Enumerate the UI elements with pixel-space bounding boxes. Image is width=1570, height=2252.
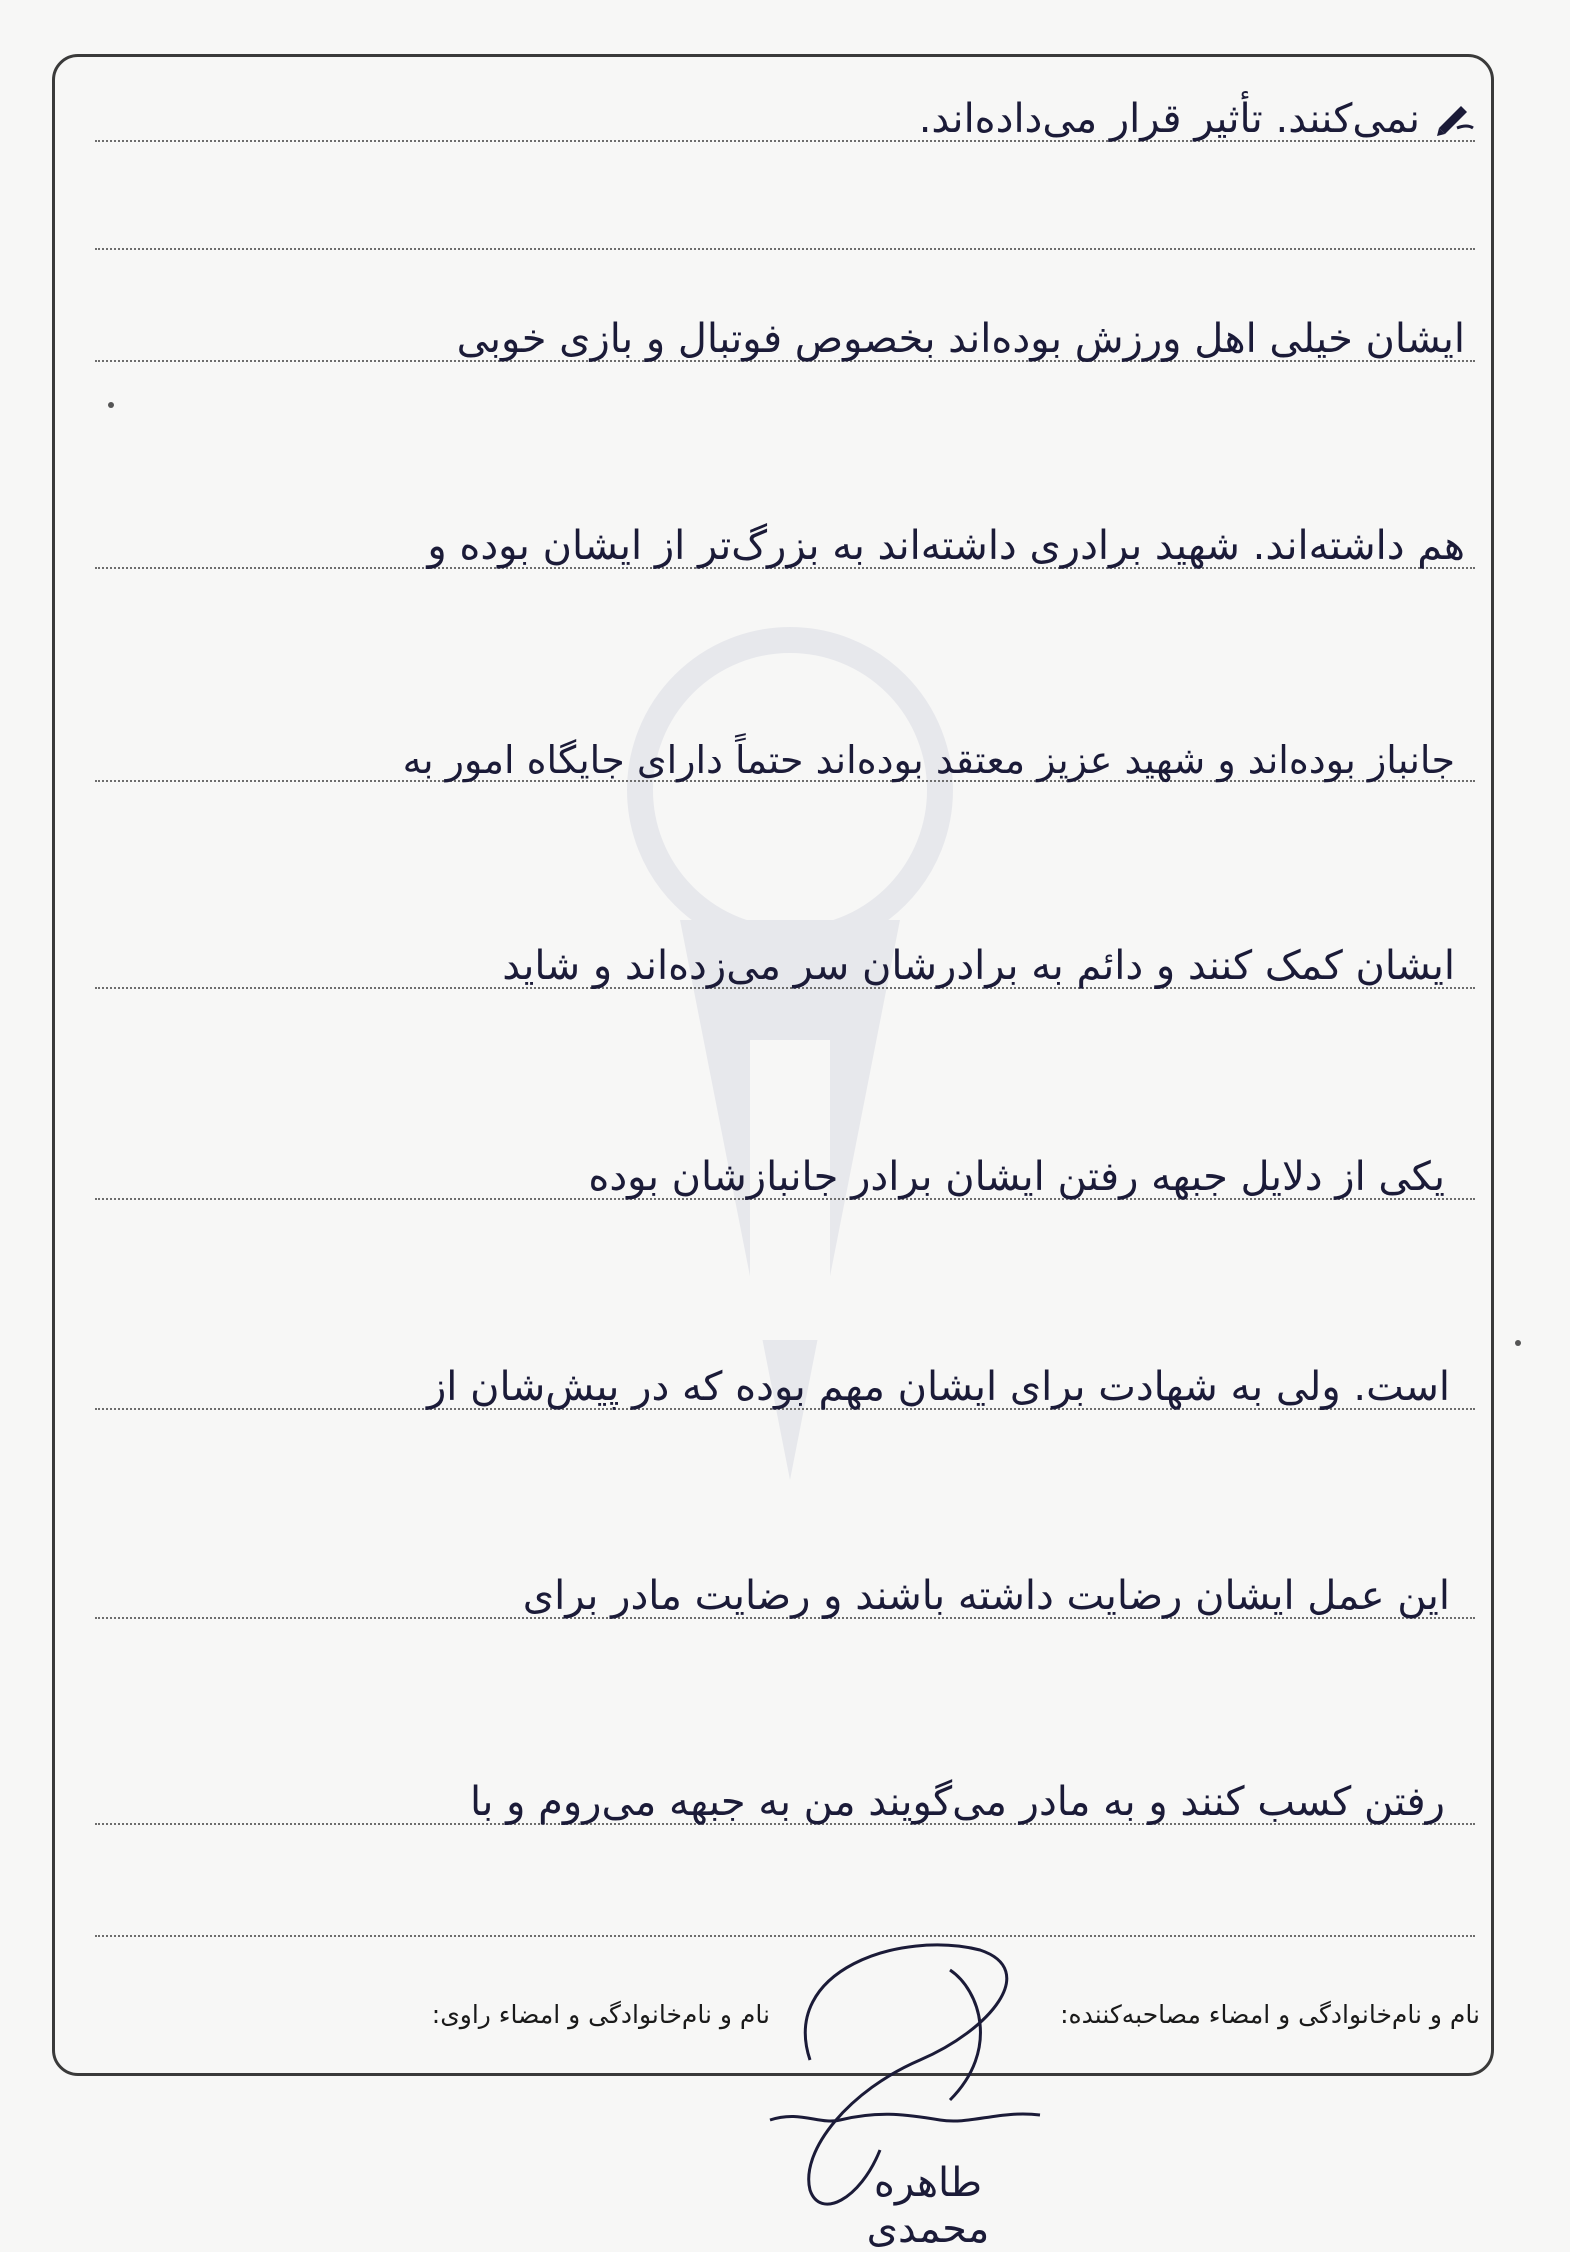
text-line-9: [95, 1527, 1475, 1619]
interviewer-signature-label: نام و نام‌خانوادگی و امضاء مصاحبه‌کننده:: [1060, 2000, 1480, 2029]
handwritten-text: است. ولی به شهادت برای ایشان مهم بوده که در پیش‌شان از: [426, 1364, 1450, 1410]
handwritten-text: رفتن کسب کنند و به مادر می‌گویند من به جبهه می‌روم و با: [470, 1779, 1445, 1825]
text-line-5: [95, 690, 1475, 782]
handwritten-text: جانباز بوده‌اند و شهید عزیز معتقد بوده‌اند حتماً دارای جایگاه امور به: [402, 738, 1455, 782]
text-line-3: [95, 270, 1475, 362]
pen-icon: [1435, 98, 1475, 138]
handwritten-text: این عمل ایشان رضایت داشته باشند و رضایت مادر برای: [522, 1573, 1450, 1619]
handwritten-text: ایشان خیلی اهل ورزش بوده‌اند بخصوص فوتبال و بازی خوبی: [456, 316, 1465, 362]
text-line-2: [95, 158, 1475, 250]
text-line-6: [95, 897, 1475, 989]
ink-dot: [1515, 1340, 1521, 1346]
handwritten-text: هم داشته‌اند. شهید برادری داشته‌اند به بزرگ‌تر از ایشان بوده و: [427, 523, 1465, 569]
ink-dot: [108, 402, 114, 408]
text-line-10: [95, 1733, 1475, 1825]
handwritten-text: نمی‌کنند. تأثیر قرار می‌داده‌اند.: [918, 96, 1420, 142]
signature-name: طاهره محمدی: [866, 2160, 990, 2252]
text-line-4: [95, 477, 1475, 569]
handwritten-text: ایشان کمک کنند و دائم به برادرشان سر می‌زده‌اند و شاید: [502, 943, 1455, 989]
text-line-7: [95, 1108, 1475, 1200]
text-line-8: [95, 1318, 1475, 1410]
text-line-1: [95, 50, 1475, 142]
handwritten-text: یکی از دلایل جبهه رفتن ایشان برادر جانبازشان بوده: [588, 1154, 1445, 1200]
narrator-signature-label: نام و نام‌خانوادگی و امضاء راوی:: [431, 2000, 770, 2029]
